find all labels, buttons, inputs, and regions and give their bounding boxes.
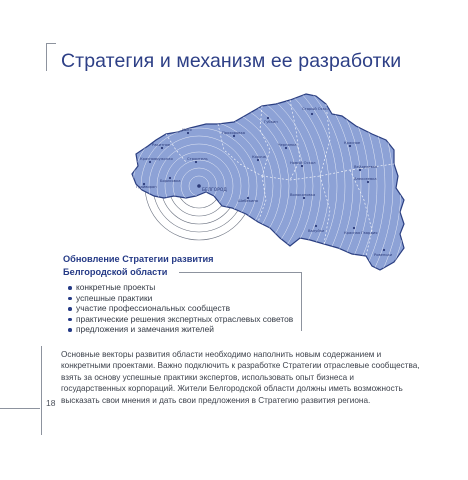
capital-marker [197,184,201,188]
list-item: конкретные проекты [67,282,301,293]
body-paragraph: Основные векторы развития области необходимо наполнить новым содержанием и конкретными проектами. Важно подключить к разработке Стратегии отраслевые сообщества, взять за основу успешные практики экспертов, использовать опыт бизнеса и государственных корпораций. Жители Белгородской области должны иметь возможность высказать свои мнения и дать свои предложения в Стратегию развития региона. [61,350,420,405]
city-label: Волоконовка [290,193,316,197]
page-number-rule [0,408,40,409]
city-dot [315,225,317,227]
city-dot [149,161,151,163]
page-title: Стратегия и механизм ее разработки [61,50,402,72]
city-dot [285,147,287,149]
city-dot [267,117,269,119]
city-dot [311,113,313,115]
list-item: успешные практики [67,293,301,304]
city-dot [233,135,235,137]
city-label: Грайворон [136,185,157,189]
city-dot [359,169,361,171]
city-label: Губкин [264,120,278,124]
city-label: Валуйки [308,229,325,233]
city-dot [353,227,355,229]
list-item: практические решения экспертных отраслевых советов [67,314,301,325]
list-item: участие профессиональных сообществ [67,303,301,314]
margin-line [41,346,42,435]
panel-list [67,282,301,335]
city-dot [367,181,369,183]
city-dot [383,249,385,251]
city-label: Чернянка [278,143,297,147]
capital-label: БЕЛГОРОД [202,188,227,193]
city-dot [301,165,303,167]
panel-heading-line2: Белгородской области [63,267,168,277]
city-label: Красное [344,141,361,145]
city-label: Борисовка [160,179,181,183]
city-dot [303,197,305,199]
city-label: Короча [252,155,266,159]
city-label: Вейделевка [354,165,378,169]
city-label: Краснояружская [140,157,173,161]
list-item: предложения и замечания жителей [67,324,301,335]
city-label: Старый Оскол [302,107,330,111]
city-dot [257,159,259,161]
city-dot [187,132,189,134]
city-dot [161,147,163,149]
city-label: Прохоровка [222,131,246,135]
panel-heading-line1: Обновление Стратегии развития [63,254,214,264]
city-label: Красная Гвардия [344,231,378,235]
page-number: 18 [46,398,56,408]
city-dot [195,161,197,163]
city-label: Ракитное [152,143,171,147]
city-label: Ровеньки [374,253,393,257]
city-dot [349,145,351,147]
city-label: Алексеевка [354,177,377,181]
city-label: Строитель [187,157,208,161]
strategy-panel [63,253,301,335]
city-label: Шебекино [238,199,259,203]
city-label: Новый Оскол [290,161,316,165]
city-label: Ивня [182,128,192,132]
